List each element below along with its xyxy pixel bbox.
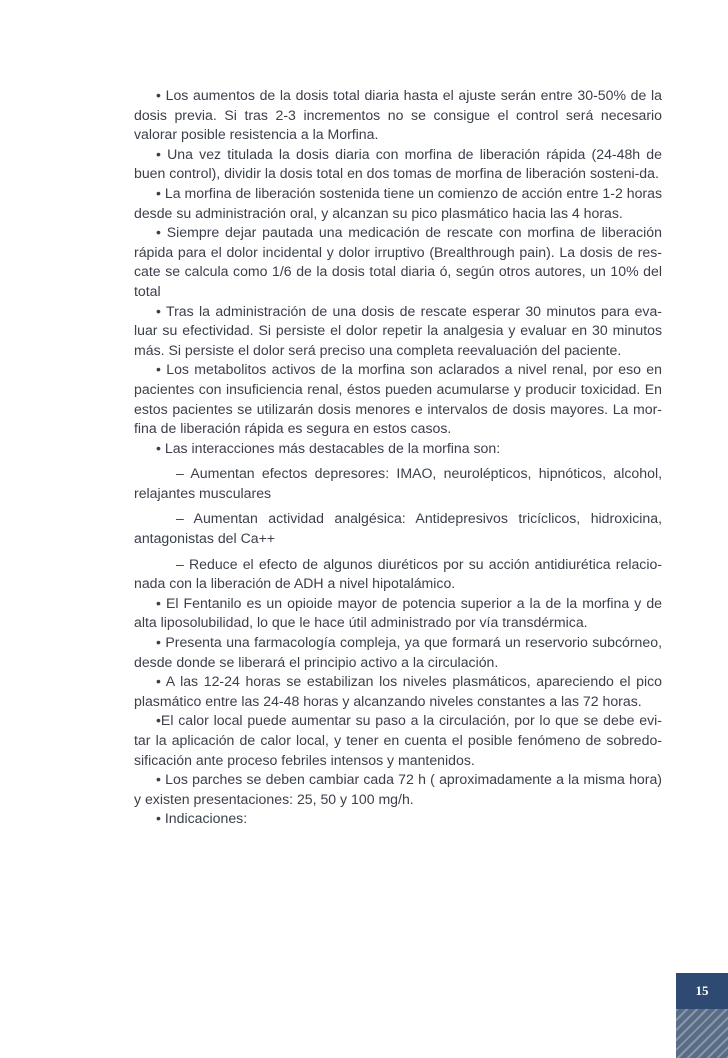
paragraph-interaction-diuretics: – Reduce el efecto de algunos diuréticos por su acción antidiurética relacio-nada con la liberación de ADH a nivel hipotalámico.	[134, 555, 662, 592]
paragraph-interaction-analgesic: – Aumentan actividad analgésica: Antidepresivos tricíclicos, hidroxicina, antagonistas del Ca++	[134, 510, 662, 547]
paragraph-interaction-depressors: – Aumentan efectos depresores: IMAO, neurolépticos, hipnóticos, alcohol, relajantes musculares	[134, 465, 662, 501]
paragraph-patches: • Los parches se deben cambiar cada 72 h ( aproximadamente a la misma hora) y existen presentaciones: 25, 50 y 100 mg/h.	[134, 771, 662, 807]
paragraph-sustained-release: • La morfina de liberación sostenida tiene un comienzo de acción entre 1-2 horas desde su administración oral, y alcanzan su pico plasmático hacia las 4 horas.	[134, 184, 662, 221]
body-text	[134, 86, 662, 829]
paragraph-renal-metabolites: • Los metabolitos activos de la morfina son aclarados a nivel renal, por eso en pacientes con insuficiencia renal, éstos pueden acumularse y producir toxicidad. En estos pacientes se utilizarán dosis menores e intervalos de dosis mayores. La mor-fina de liberación rápida es segura en estos casos.	[134, 361, 662, 437]
paragraph-plasma-levels: • A las 12-24 horas se estabilizan los niveles plasmáticos, apareciendo el pico plasmático entre las 24-48 horas y alcanzando niveles constantes a las 72 horas.	[134, 673, 662, 709]
paragraph-fentanyl: • El Fentanilo es un opioide mayor de potencia superior a la de la morfina y de alta liposolubilidad, lo que le hace útil administrado por vía transdérmica.	[134, 594, 662, 631]
paragraph-interactions: • Las interacciones más destacables de la morfina son:	[156, 439, 501, 456]
paragraph-dose-increase: • Los aumentos de la dosis total diaria hasta el ajuste serán entre 30-50% de la dosis previa. Si tras 2-3 incrementos no se consigue el control será necesario valorar posible resistencia a la Morfina.	[134, 87, 662, 143]
paragraph-rescue-evaluation: • Tras la administración de una dosis de rescate esperar 30 minutos para eva-luar su efectividad. Si persiste el dolor repetir la analgesia y evaluar en 30 minutos más. Si persiste el dolor será preciso una completa reevaluación del paciente.	[134, 302, 662, 358]
paragraph-rescue-medication: • Siempre dejar pautada una medicación de rescate con morfina de liberación rápida para el dolor incidental y dolor irruptivo (Brealthrough pain). La dosis de res-cate se calcula como 1/6 de la dosis total diaria ó, según otros autores, un 10% del total	[134, 224, 662, 299]
corner-decoration	[676, 1009, 728, 1058]
page-number-box	[676, 973, 728, 1009]
paragraph-indications: • Indicaciones:	[156, 810, 248, 827]
paragraph-titration: • Una vez titulada la dosis diaria con morfina de liberación rápida (24-48h de buen control), dividir la dosis total en dos tomas de morfina de liberación sosteni-da.	[134, 145, 662, 182]
paragraph-pharmacology: • Presenta una farmacología compleja, ya que formará un reservorio subcórneo, desde donde se liberará el principio activo a la circulación.	[134, 634, 662, 670]
paragraph-local-heat: •El calor local puede aumentar su paso a la circulación, por lo que se debe evi-tar la aplicación de calor local, y tener en cuenta el posible fenómeno de sobredo-sificación ante proceso febriles intensos y mantenidos.	[134, 712, 662, 768]
page-number: 15	[695, 983, 709, 998]
